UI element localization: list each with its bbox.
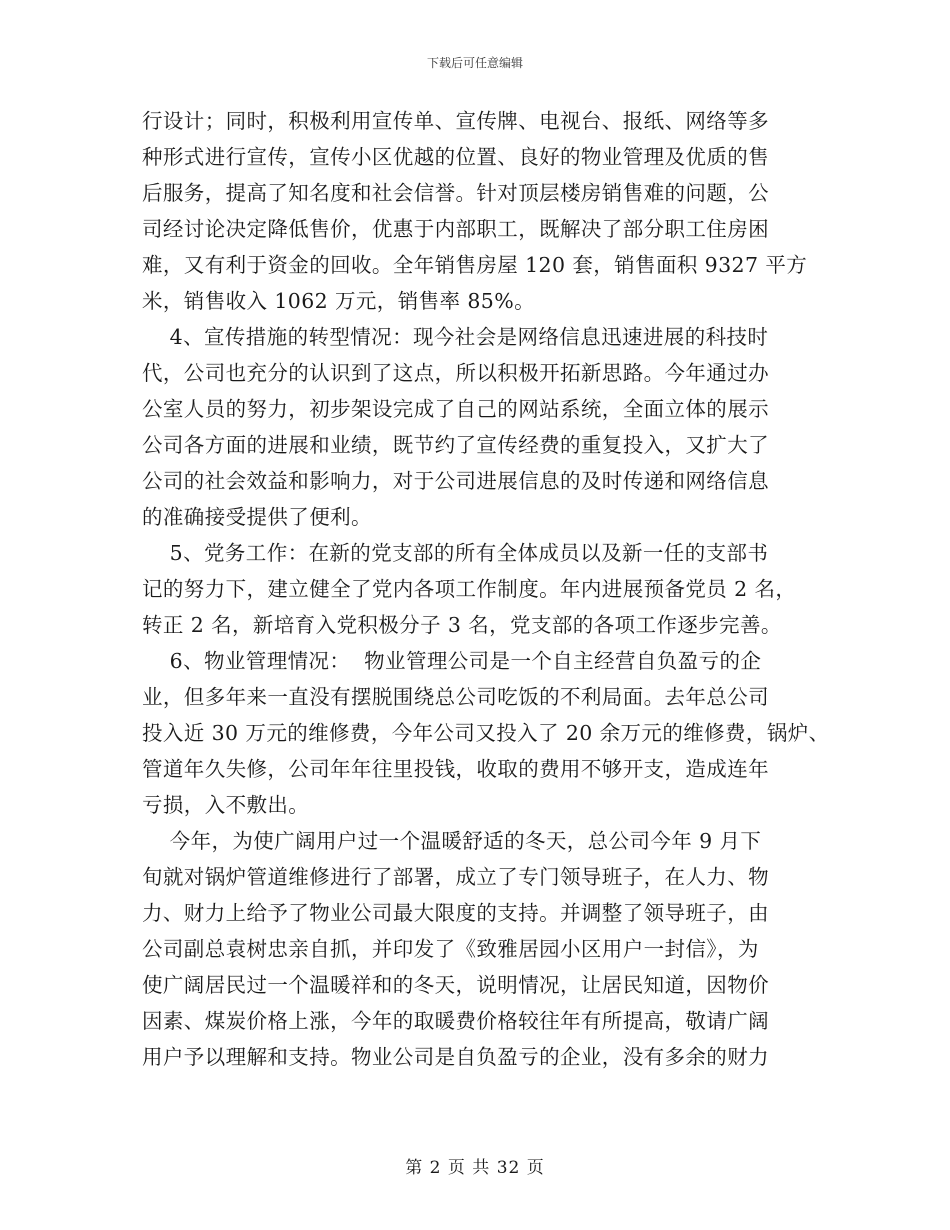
text-line: 的准确接受提供了便利。 xyxy=(142,505,372,529)
text-line: 6、物业管理情况： 物业管理公司是一个自主经营自负盈亏的企 xyxy=(142,649,762,673)
text-line: 公司的社会效益和影响力，对于公司进展信息的及时传递和网络信息 xyxy=(142,469,769,493)
text-line: 亏损，入不敷出。 xyxy=(142,793,310,817)
text-line: 因素、煤炭价格上涨，今年的取暖费价格较往年有所提高，敬请广阔 xyxy=(142,1009,769,1033)
text-line: 难，又有利于资金的回收。全年销售房屋 120 套，销售面积 9327 平方 xyxy=(142,253,808,277)
text-line: 公室人员的努力，初步架设完成了自己的网站系统，全面立体的展示 xyxy=(142,397,769,421)
text-line: 公司各方面的进展和业绩，既节约了宣传经费的重复投入，又扩大了 xyxy=(142,433,769,457)
text-line: 旬就对锅炉管道维修进行了部署，成立了专门领导班子，在人力、物 xyxy=(142,865,769,889)
text-line: 米，销售收入 1062 万元，销售率 85%。 xyxy=(142,289,535,313)
text-line: 后服务，提高了知名度和社会信誉。针对顶层楼房销售难的问题，公 xyxy=(142,181,769,205)
text-line: 投入近 30 万元的维修费，今年公司又投入了 20 余万元的维修费，锅炉、 xyxy=(142,721,830,745)
text-line: 4、宣传措施的转型情况：现今社会是网络信息迅速进展的科技时 xyxy=(142,325,769,349)
text-line: 使广阔居民过一个温暖祥和的冬天，说明情况，让居民知道，因物价 xyxy=(142,973,769,997)
text-line: 公司副总袁树忠亲自抓，并印发了《致雅居园小区用户一封信》，为 xyxy=(142,937,759,961)
page-header: 下载后可任意编辑 xyxy=(426,56,523,70)
text-line: 5、党务工作：在新的党支部的所有全体成员以及新一任的支部书 xyxy=(142,541,769,565)
text-line: 力、财力上给予了物业公司最大限度的支持。并调整了领导班子，由 xyxy=(142,901,769,925)
text-line: 转正 2 名，新培育入党积极分子 3 名，党支部的各项工作逐步完善。 xyxy=(142,613,782,637)
text-line: 代，公司也充分的认识到了这点，所以积极开拓新思路。今年通过办 xyxy=(142,361,769,385)
text-line: 司经讨论决定降低售价，优惠于内部职工，既解决了部分职工住房困 xyxy=(142,217,769,241)
text-line: 用户予以理解和支持。物业公司是自负盈亏的企业，没有多余的财力 xyxy=(142,1045,769,1069)
body-text xyxy=(142,103,830,1075)
text-line: 业，但多年来一直没有摆脱围绕总公司吃饭的不利局面。去年总公司 xyxy=(142,685,769,709)
text-line: 行设计；同时，积极利用宣传单、宣传牌、电视台、报纸、网络等多 xyxy=(142,109,769,133)
text-line: 今年，为使广阔用户过一个温暖舒适的冬天，总公司今年 9 月下 xyxy=(142,829,762,853)
page-footer: 第 2 页 共 32 页 xyxy=(405,1158,545,1178)
text-line: 记的努力下，建立健全了党内各项工作制度。年内进展预备党员 2 名， xyxy=(142,577,797,601)
text-line: 种形式进行宣传，宣传小区优越的位置、良好的物业管理及优质的售 xyxy=(142,145,769,169)
text-line: 管道年久失修，公司年年往里投钱，收取的费用不够开支，造成连年 xyxy=(142,757,769,781)
